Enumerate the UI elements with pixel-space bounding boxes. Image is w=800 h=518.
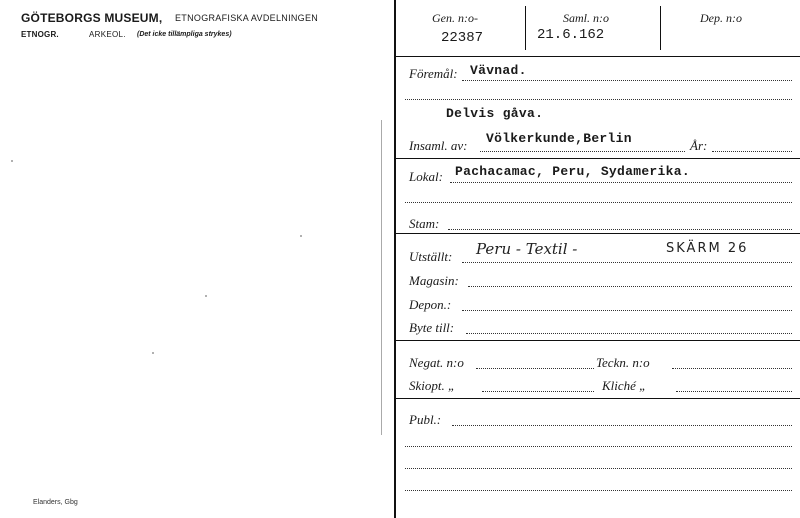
speck <box>205 295 207 297</box>
publ-line <box>452 425 792 426</box>
insaml-line <box>480 151 685 152</box>
section-rule <box>396 158 800 159</box>
foremal-line <box>462 80 792 81</box>
stam-label: Stam: <box>409 216 440 231</box>
card-divider <box>394 0 396 518</box>
department-name: ETNOGRAFISKA AVDELNINGEN <box>175 13 319 23</box>
magasin-label: Magasin: <box>409 273 459 288</box>
section-rule <box>396 340 800 341</box>
negat-label: Negat. n:o <box>409 355 464 370</box>
ar-label: År: <box>690 138 708 153</box>
kliche-label: Kliché „ <box>602 378 647 393</box>
teckn-label: Teckn. n:o <box>596 355 650 370</box>
printer-imprint: Elanders, Gbg <box>33 499 78 506</box>
section-rule <box>396 398 800 399</box>
magasin-line <box>468 286 792 287</box>
utstallt-value: Peru - Textil - <box>476 240 578 258</box>
teckn-line <box>672 368 792 369</box>
blank-line <box>405 468 792 469</box>
skiopt-line <box>482 391 594 392</box>
gen-label: Gen. n:o- <box>432 11 478 25</box>
publ-label: Publ.: <box>409 412 442 427</box>
kliche-line <box>676 391 792 392</box>
blank-line <box>405 446 792 447</box>
faint-fold-line <box>381 120 382 435</box>
arkeol-label: ARKEOL. <box>89 30 126 39</box>
speck <box>300 235 302 237</box>
gift-value: Delvis gåva. <box>446 106 544 121</box>
utstallt-line <box>462 262 792 263</box>
blank-line <box>405 99 792 100</box>
speck <box>152 352 154 354</box>
lokal-label: Lokal: <box>409 169 443 184</box>
skarm-value: SKÄRM 26 <box>666 241 749 256</box>
header-rule <box>396 56 800 57</box>
insaml-label: Insaml. av: <box>409 138 468 153</box>
lokal-value: Pachacamac, Peru, Sydamerika. <box>455 164 690 179</box>
saml-label: Saml. n:o <box>563 11 609 25</box>
insaml-value: Völkerkunde,Berlin <box>486 131 632 146</box>
skiopt-label: Skiopt. „ <box>409 378 456 393</box>
blank-line <box>405 490 792 491</box>
negat-line <box>476 368 594 369</box>
header-column-divider <box>660 6 661 50</box>
stam-line <box>448 229 792 230</box>
depon-label: Depon.: <box>409 297 452 312</box>
speck <box>11 160 13 162</box>
saml-value: 21.6.162 <box>537 27 605 43</box>
utstallt-label: Utställt: <box>409 249 453 264</box>
header-column-divider <box>525 6 526 50</box>
ar-line <box>712 151 792 152</box>
lokal-line <box>450 182 792 183</box>
byte-line <box>466 333 792 334</box>
foremal-value: Vävnad. <box>470 63 527 78</box>
depon-line <box>462 310 792 311</box>
etnogr-label: ETNOGR. <box>21 30 59 39</box>
blank-line <box>405 202 792 203</box>
byte-label: Byte till: <box>409 320 455 335</box>
strike-note: (Det icke tillämpliga strykes) <box>137 31 232 38</box>
section-rule <box>396 233 800 234</box>
gen-value: 22387 <box>441 30 484 46</box>
foremal-label: Föremål: <box>409 66 458 81</box>
dep-label: Dep. n:o <box>700 11 742 25</box>
museum-name: GÖTEBORGS MUSEUM, <box>21 11 163 25</box>
